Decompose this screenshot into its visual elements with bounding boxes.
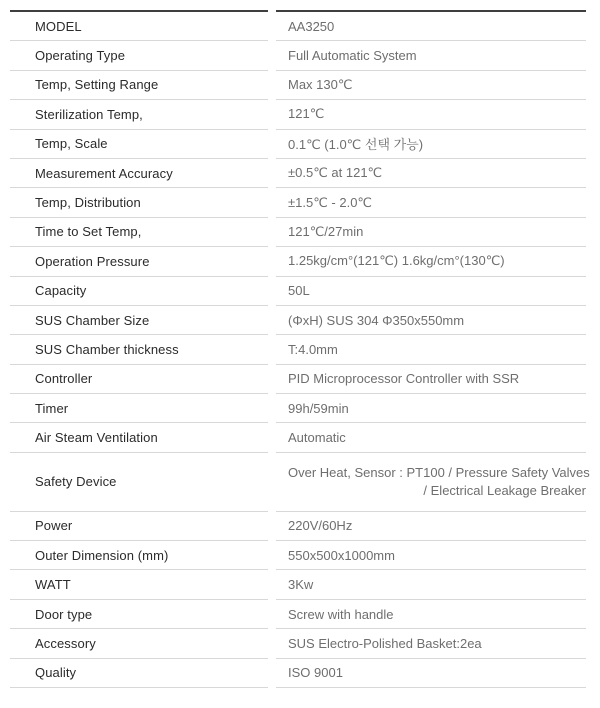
spec-value: ±0.5℃ at 121℃ [276,159,586,188]
spec-value: ±1.5℃ - 2.0℃ [276,188,586,217]
spec-row [10,100,586,129]
spec-row [10,159,586,188]
spec-row [10,71,586,100]
spec-label: Operating Type [10,41,268,70]
spec-value: PID Microprocessor Controller with SSR [276,365,586,394]
spec-row [10,218,586,247]
spec-row [10,365,586,394]
spec-value: 220V/60Hz [276,512,586,541]
spec-row [10,10,586,41]
spec-value: T:4.0mm [276,335,586,364]
spec-label: Temp, Distribution [10,188,268,217]
spec-value: 3Kw [276,570,586,599]
spec-value: (ΦxH) SUS 304 Φ350x550mm [276,306,586,335]
spec-value: 121℃/27min [276,218,586,247]
spec-label: Outer Dimension (mm) [10,541,268,570]
spec-label: Temp, Scale [10,130,268,159]
spec-value-line: Over Heat, Sensor : PT100 / Pressure Safety Valves [288,464,590,480]
spec-value: SUS Electro-Polished Basket:2ea [276,629,586,658]
spec-value: ISO 9001 [276,659,586,688]
spec-label: Capacity [10,277,268,306]
spec-value: Screw with handle [276,600,586,629]
spec-label: Air Steam Ventilation [10,423,268,452]
spec-row [10,335,586,364]
spec-table [10,10,590,688]
spec-row [10,130,586,159]
spec-label: Operation Pressure [10,247,268,276]
spec-value: 50L [276,277,586,306]
spec-value: Automatic [276,423,586,452]
spec-row [10,247,586,276]
spec-label: Sterilization Temp, [10,100,268,129]
spec-value [276,453,590,512]
spec-row [10,453,590,512]
spec-label: Timer [10,394,268,423]
spec-row [10,277,586,306]
spec-row [10,541,586,570]
spec-value: Full Automatic System [276,41,586,70]
spec-row [10,600,586,629]
spec-value: 121℃ [276,100,586,129]
spec-value-multiline [288,464,590,500]
spec-label: Temp, Setting Range [10,71,268,100]
spec-value: 99h/59min [276,394,586,423]
spec-label: Safety Device [10,453,268,512]
spec-value: Max 130℃ [276,71,586,100]
spec-value: AA3250 [276,10,586,41]
spec-row [10,306,586,335]
spec-value: 0.1℃ (1.0℃ 선택 가능) [276,130,586,159]
spec-label: Door type [10,600,268,629]
spec-row [10,394,586,423]
spec-row [10,570,586,599]
spec-value-line: / Electrical Leakage Breaker [423,482,586,498]
spec-label: SUS Chamber Size [10,306,268,335]
spec-label: Quality [10,659,268,688]
spec-label: Power [10,512,268,541]
spec-value: 550x500x1000mm [276,541,586,570]
spec-row [10,659,586,688]
spec-label: Controller [10,365,268,394]
spec-label: Measurement Accuracy [10,159,268,188]
spec-page [0,10,600,688]
spec-row [10,188,586,217]
spec-row [10,512,586,541]
spec-row [10,41,586,70]
spec-label: SUS Chamber thickness [10,335,268,364]
spec-row [10,423,586,452]
spec-label: WATT [10,570,268,599]
spec-label: Accessory [10,629,268,658]
spec-label: Time to Set Temp, [10,218,268,247]
spec-value: 1.25kg/cm°(121℃) 1.6kg/cm°(130℃) [276,247,586,276]
spec-row [10,629,586,658]
spec-label: MODEL [10,10,268,41]
